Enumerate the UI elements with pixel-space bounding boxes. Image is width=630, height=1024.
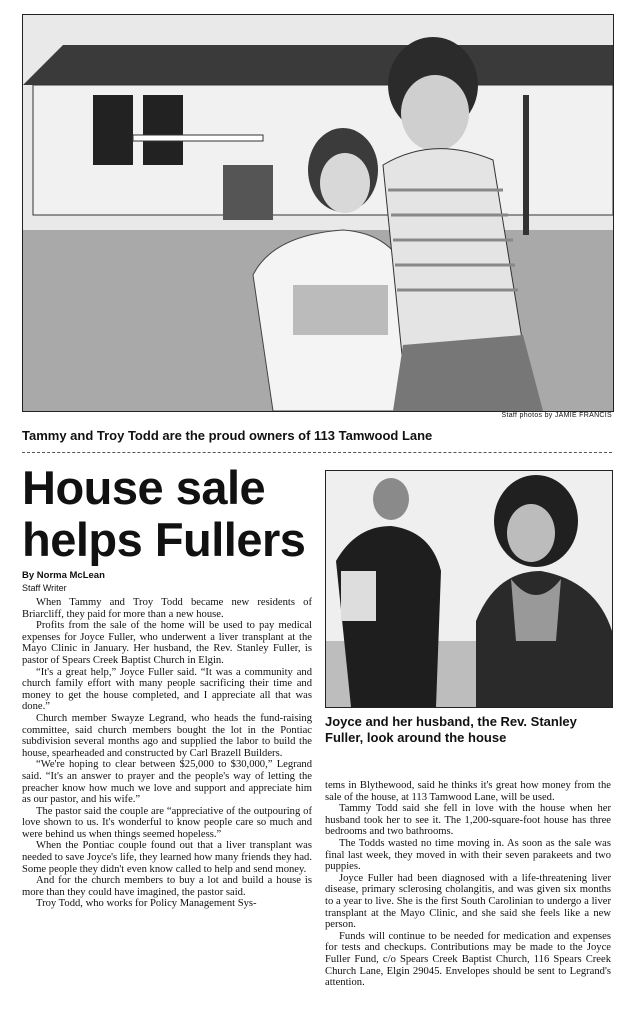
divider-rule bbox=[22, 452, 612, 454]
paragraph: Joyce Fuller had been diagnosed with a life-threatening liver disease, primary sclerosing cholangitis, and was given six months to a year to live. She is the first South Carolinian to undergo a liver transplant at the Mayo Clinic, and she said she feels like a new person. bbox=[325, 872, 611, 931]
paragraph: tems in Blythewood, said he thinks it's great how money from the sale of the house, at 113 Tamwood Lane, will be used. bbox=[325, 780, 611, 803]
paragraph: Funds will continue to be needed for medication and expenses for tests and checkups. Contributions may be made to the Joyce Fuller Fund, c/o Spears Creek Baptist Church, 116 Spears Creek Church Lane, Elgin 29045. Envelopes should be sent to Legrand's attention. bbox=[325, 930, 611, 989]
byline-title: Staff Writer bbox=[22, 583, 67, 593]
paragraph: And for the church members to buy a lot and build a house is more than they could have imagined, the pastor said. bbox=[22, 875, 312, 898]
photo-credit: Staff photos by JAMIE FRANCIS bbox=[501, 412, 612, 419]
paragraph: Church member Swayze Legrand, who heads the fund-raising committee, said church members bought the lot in the Pontiac subdivision several months ago and supplied the labor to build the house, spearheaded and constructed by Carl Brazell Builders. bbox=[22, 712, 312, 759]
photo-todds-illustration bbox=[23, 15, 613, 411]
paragraph: When the Pontiac couple found out that a liver transplant was needed to save Joyce's life, they learned how many friends they had. Some people they didn't even know called to help and send money. bbox=[22, 840, 312, 875]
paragraph: Troy Todd, who works for Policy Management Sys- bbox=[36, 898, 257, 910]
paragraph: When Tammy and Troy Todd became new residents of Briarcliff, they paid for more than a new house. bbox=[22, 597, 312, 620]
byline: By Norma McLean bbox=[22, 570, 105, 581]
photo-fullers-illustration bbox=[326, 471, 612, 707]
paragraph: The Todds wasted no time moving in. As soon as the sale was final last week, they moved in with their seven parakeets and two puppies. bbox=[325, 837, 611, 873]
headline: House sale helps Fullers bbox=[22, 461, 306, 566]
paragraph: “It's a great help,” Joyce Fuller said. “It was a community and church family effort with many people sacrificing their time and money to get the house completed, and I appreciate all that was done.” bbox=[22, 666, 312, 713]
article-column-1 bbox=[22, 597, 312, 910]
right-photo-caption: Joyce and her husband, the Rev. Stanley Fuller, look around the house bbox=[325, 714, 577, 745]
paragraph: Profits from the sale of the home will be used to pay medical expenses for Joyce Fuller, who underwent a liver transplant at the Mayo Clinic in January. Her husband, the Rev. Stanley Fuller, is pastor of Spears Creek Baptist Church in Elgin. bbox=[22, 620, 312, 666]
photo-todds-house bbox=[22, 14, 614, 412]
paragraph: “We're hoping to clear between $25,000 to $30,000,” Legrand said. “It's an answer to prayer and the people's way of letting the preacher know how much we love and support and appreciate him as our pastor, and his wife.” bbox=[22, 759, 312, 806]
top-photo-caption: Tammy and Troy Todd are the proud owners of 113 Tamwood Lane bbox=[22, 428, 433, 443]
paragraph: Tammy Todd said she fell in love with the house when her husband took her to see it. The 1,200-square-foot house has three bedrooms and two bathrooms. bbox=[325, 803, 611, 838]
article-column-2 bbox=[325, 780, 611, 989]
paragraph: The pastor said the couple are “appreciative of the outpouring of love shown to us. It's wonderful to know people care so much and were behind us when things seemed hopeless.” bbox=[22, 805, 312, 840]
photo-fullers bbox=[325, 470, 613, 708]
